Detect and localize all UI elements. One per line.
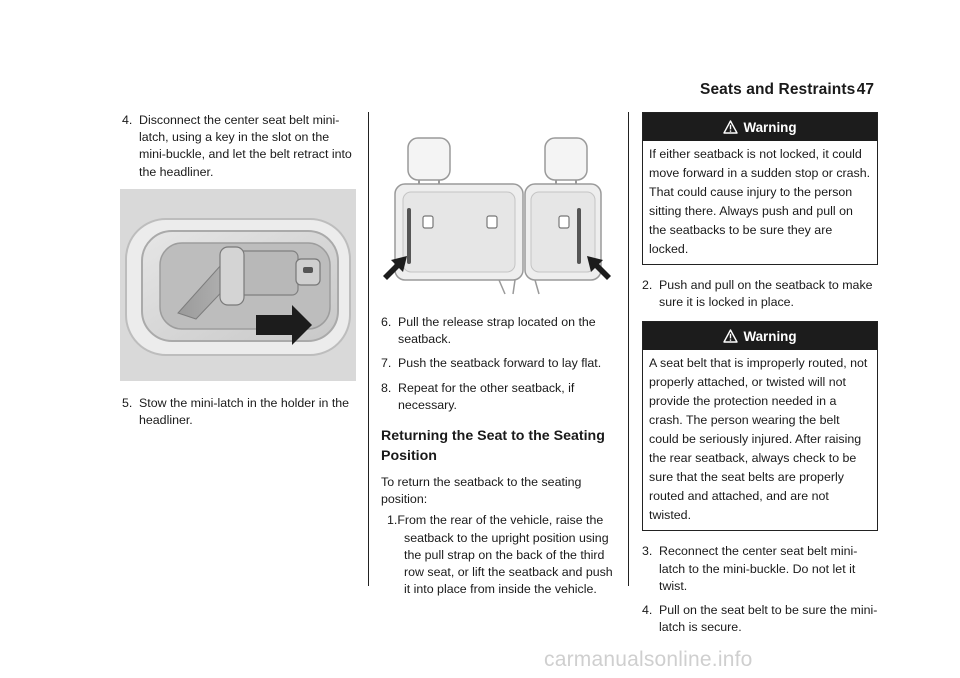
substep-1: 1.From the rear of the vehicle, raise the seatback to the upright position using the pull strap on the back of the third row seat, or lift the seatback and push it into place from inside the vehicle. [387, 513, 613, 597]
watermark: carmanualsonline.info [544, 648, 753, 671]
step-4: 4. Disconnect the center seat belt mini-latch, using a key in the slot on the mini-buckle, and let the belt retract into the headliner. [122, 113, 352, 179]
step-6: 6. Pull the release strap located on the seatback. [381, 315, 596, 347]
step-5: 5. Stow the mini-latch in the holder in the headliner. [122, 395, 350, 428]
intro-paragraph: To return the seatback to the seating position: [381, 475, 582, 507]
warning-text: If either seatback is not locked, it could move forward in a sudden stop or crash. That could cause injury to the person sitting there. Always push and pull on the seatbacks to be sure they are locked. [649, 147, 871, 256]
page-number: 47 [856, 81, 874, 98]
page-header [700, 81, 878, 105]
mini-latch-holder-illustration [120, 189, 356, 381]
section-heading: Returning the Seat to the Seating Position [381, 428, 605, 465]
warning-header [643, 113, 877, 141]
warning-triangle-icon [723, 329, 738, 343]
rear-seatback-illustration [379, 118, 615, 298]
warning-header [643, 322, 877, 350]
warning-box-seat-belt [642, 321, 878, 531]
step-4-right: 4. Pull on the seat belt to be sure the mini-latch is secure. [642, 603, 878, 635]
warning-title: Warning [743, 328, 797, 344]
step-7: 7. Push the seatback forward to lay flat. [381, 356, 602, 371]
warning-triangle-icon [723, 120, 738, 134]
column-divider [368, 112, 369, 586]
warning-title: Warning [743, 119, 797, 135]
step-3: 3. Reconnect the center seat belt mini-latch to the mini-buckle. Do not let it twist. [642, 544, 858, 593]
warning-text: A seat belt that is improperly routed, not properly attached, or twisted will not provide the protection needed in a crash. The person wearing the belt could be seriously injured. After raising the rear seatback, always check to be sure that the seat belts are properly routed and attached, and are not twisted. [649, 356, 868, 523]
column-middle [381, 112, 619, 604]
column-right [642, 112, 878, 643]
step-8: 8. Repeat for the other seatback, if necessary. [381, 380, 575, 412]
section-title: Seats and Restraints [700, 81, 856, 98]
step-2: 2. Push and pull on the seatback to make sure it is locked in place. [642, 278, 873, 310]
warning-box-seatback [642, 112, 878, 265]
column-divider [628, 112, 629, 586]
column-left [122, 112, 358, 436]
